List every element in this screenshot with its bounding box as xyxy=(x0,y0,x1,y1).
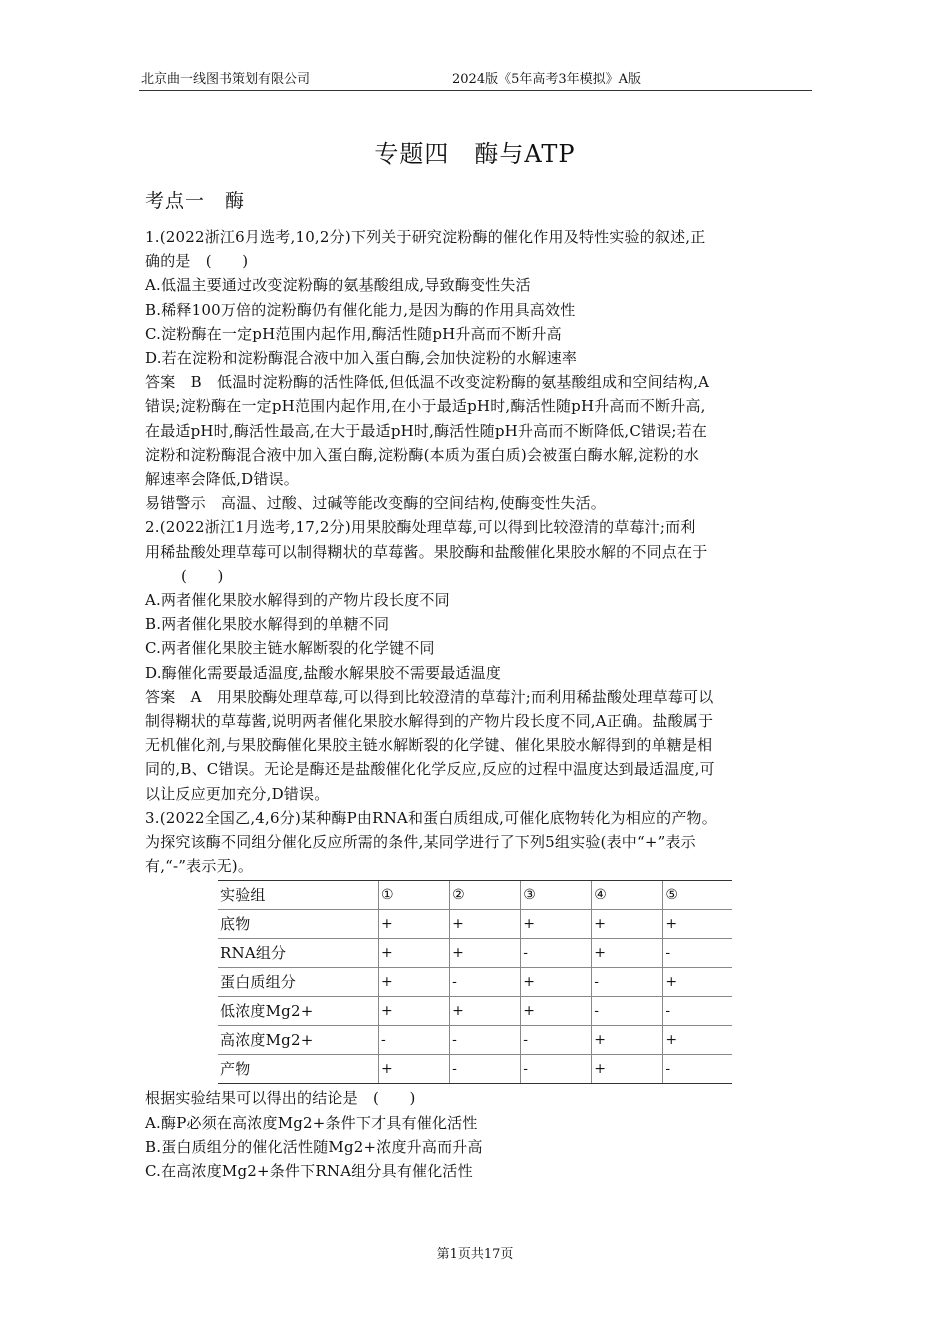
q1-stem-line: 1.(2022浙江6月选考,10,2分)下列关于研究淀粉酶的催化作用及特性实验的叙述,正 xyxy=(145,228,706,246)
publisher-name: 北京曲一线图书策划有限公司 xyxy=(141,72,311,87)
table-row-label: 蛋白质组分 xyxy=(218,968,379,997)
table-cell: - xyxy=(379,1026,450,1055)
q2-stem-line: 2.(2022浙江1月选考,17,2分)用果胶酶处理草莓,可以得到比较澄清的草莓汁;而利 xyxy=(145,518,696,537)
table-cell: + xyxy=(592,1026,663,1055)
table-row xyxy=(218,997,732,1026)
q1-answer-line: 淀粉和淀粉酶混合液中加入蛋白酶,淀粉酶(本质为蛋白质)会被蛋白酶水解,淀粉的水 xyxy=(145,445,700,464)
table-cell: ① xyxy=(379,881,450,910)
q3-question: 根据实验结果可以得出的结论是 ( ) xyxy=(145,1089,416,1108)
table-cell: - xyxy=(592,997,663,1026)
table-row-label: 实验组 xyxy=(218,881,379,910)
table-cell: - xyxy=(663,997,732,1026)
experiment-table xyxy=(218,880,732,1084)
q1-answer-line: 解速率会降低,D错误。 xyxy=(145,470,299,489)
table-cell: + xyxy=(450,997,521,1026)
q2-option-c: C.两者催化果胶主链水解断裂的化学键不同 xyxy=(145,639,435,658)
q2-answer-line: 制得糊状的草莓酱,说明两者催化果胶水解得到的产物片段长度不同,A正确。盐酸属于 xyxy=(145,712,714,731)
q3-option-c: C.在高浓度Mg2+条件下RNA组分具有催化活性 xyxy=(145,1162,473,1181)
q2-option-b: B.两者催化果胶水解得到的单糖不同 xyxy=(145,615,390,634)
q1-answer-line: 在最适pH时,酶活性最高,在大于最适pH时,酶活性随pH升高而不断降低,C错误;若在 xyxy=(145,421,708,440)
table-row-label: 底物 xyxy=(218,910,379,939)
experiment-table-wrapper xyxy=(218,880,732,1084)
q2-answer-line: 答案 A 用果胶酶处理草莓,可以得到比较澄清的草莓汁;而利用稀盐酸处理草莓可以 xyxy=(145,687,714,706)
q2-answer-line: 以让反应更加充分,D错误。 xyxy=(145,784,330,803)
table-row xyxy=(218,1055,732,1084)
table-cell: + xyxy=(663,968,732,997)
table-cell: ⑤ xyxy=(663,881,732,910)
table-cell: - xyxy=(450,1026,521,1055)
book-edition: 2024版《5年高考3年模拟》A版 xyxy=(452,72,642,87)
table-row xyxy=(218,968,732,997)
q3-stem-line: 3.(2022全国乙,4,6分)某种酶P由RNA和蛋白质组成,可催化底物转化为相应的产物。 xyxy=(145,808,717,827)
table-cell: - xyxy=(663,939,732,968)
q1-option-a: A.低温主要通过改变淀粉酶的氨基酸组成,导致酶变性失活 xyxy=(145,276,531,295)
table-row-label: 产物 xyxy=(218,1055,379,1084)
table-cell: - xyxy=(521,1026,592,1055)
q1-answer-line: 错误;淀粉酶在一定pH范围内起作用,在小于最适pH时,酶活性随pH升高而不断升高, xyxy=(145,397,706,416)
q1-option-c: C.淀粉酶在一定pH范围内起作用,酶活性随pH升高而不断升高 xyxy=(145,324,562,343)
table-cell: + xyxy=(521,997,592,1026)
table-cell: ④ xyxy=(592,881,663,910)
table-cell: + xyxy=(379,910,450,939)
table-cell: + xyxy=(450,910,521,939)
table-row-label: 高浓度Mg2+ xyxy=(218,1026,379,1055)
document-body xyxy=(145,225,815,1183)
section-heading: 考点一 酶 xyxy=(145,190,246,212)
table-row xyxy=(218,939,732,968)
q2-answer-line: 无机催化剂,与果胶酶催化果胶主链水解断裂的化学键、催化果胶水解得到的单糖是相 xyxy=(145,736,713,755)
table-row xyxy=(218,910,732,939)
table-cell: - xyxy=(663,1055,732,1084)
table-cell: - xyxy=(521,939,592,968)
page-header xyxy=(139,68,812,91)
q2-answer-line: 同的,B、C错误。无论是酶还是盐酸催化化学反应,反应的过程中温度达到最适温度,可 xyxy=(145,760,715,779)
table-cell: ② xyxy=(450,881,521,910)
q1-warning: 易错警示 高温、过酸、过碱等能改变酶的空间结构,使酶变性失活。 xyxy=(145,494,606,513)
table-cell: + xyxy=(379,968,450,997)
table-cell: + xyxy=(450,939,521,968)
table-cell: + xyxy=(592,1055,663,1084)
table-row xyxy=(218,1026,732,1055)
q2-answer-paren: ( ) xyxy=(181,566,224,585)
q3-option-b: B.蛋白质组分的催化活性随Mg2+浓度升高而升高 xyxy=(145,1137,483,1156)
table-cell: + xyxy=(663,1026,732,1055)
table-cell: ③ xyxy=(521,881,592,910)
q3-stem-line: 有,“-”表示无)。 xyxy=(145,857,254,876)
topic-title: 专题四 酶与ATP xyxy=(374,140,576,168)
table-cell: - xyxy=(450,1055,521,1084)
q1-answer-line: 答案 B 低温时淀粉酶的活性降低,但低温不改变淀粉酶的氨基酸组成和空间结构,A xyxy=(145,373,710,392)
table-header-row xyxy=(218,881,732,910)
table-row-label: RNA组分 xyxy=(218,939,379,968)
q1-option-b: B.稀释100万倍的淀粉酶仍有催化能力,是因为酶的作用具高效性 xyxy=(145,300,576,319)
q3-option-a: A.酶P必须在高浓度Mg2+条件下才具有催化活性 xyxy=(145,1113,478,1132)
table-cell: + xyxy=(379,1055,450,1084)
q1-option-d: D.若在淀粉和淀粉酶混合液中加入蛋白酶,会加快淀粉的水解速率 xyxy=(145,349,578,368)
table-cell: - xyxy=(592,968,663,997)
q3-stem-line: 为探究该酶不同组分催化反应所需的条件,某同学进行了下列5组实验(表中“+”表示 xyxy=(145,833,696,852)
q2-stem-line: 用稀盐酸处理草莓可以制得糊状的草莓酱。果胶酶和盐酸催化果胶水解的不同点在于 xyxy=(145,542,708,561)
table-cell: + xyxy=(379,939,450,968)
q2-option-a: A.两者催化果胶水解得到的产物片段长度不同 xyxy=(145,591,450,610)
table-cell: + xyxy=(521,910,592,939)
table-cell: + xyxy=(379,997,450,1026)
table-cell: - xyxy=(450,968,521,997)
table-cell: - xyxy=(521,1055,592,1084)
table-cell: + xyxy=(592,939,663,968)
table-cell: + xyxy=(521,968,592,997)
table-cell: + xyxy=(592,910,663,939)
q1-stem-line: 确的是 ( ) xyxy=(145,252,249,271)
table-row-label: 低浓度Mg2+ xyxy=(218,997,379,1026)
page-number: 第1页共17页 xyxy=(436,1247,514,1262)
q2-option-d: D.酶催化需要最适温度,盐酸水解果胶不需要最适温度 xyxy=(145,663,502,682)
table-cell: + xyxy=(663,910,732,939)
